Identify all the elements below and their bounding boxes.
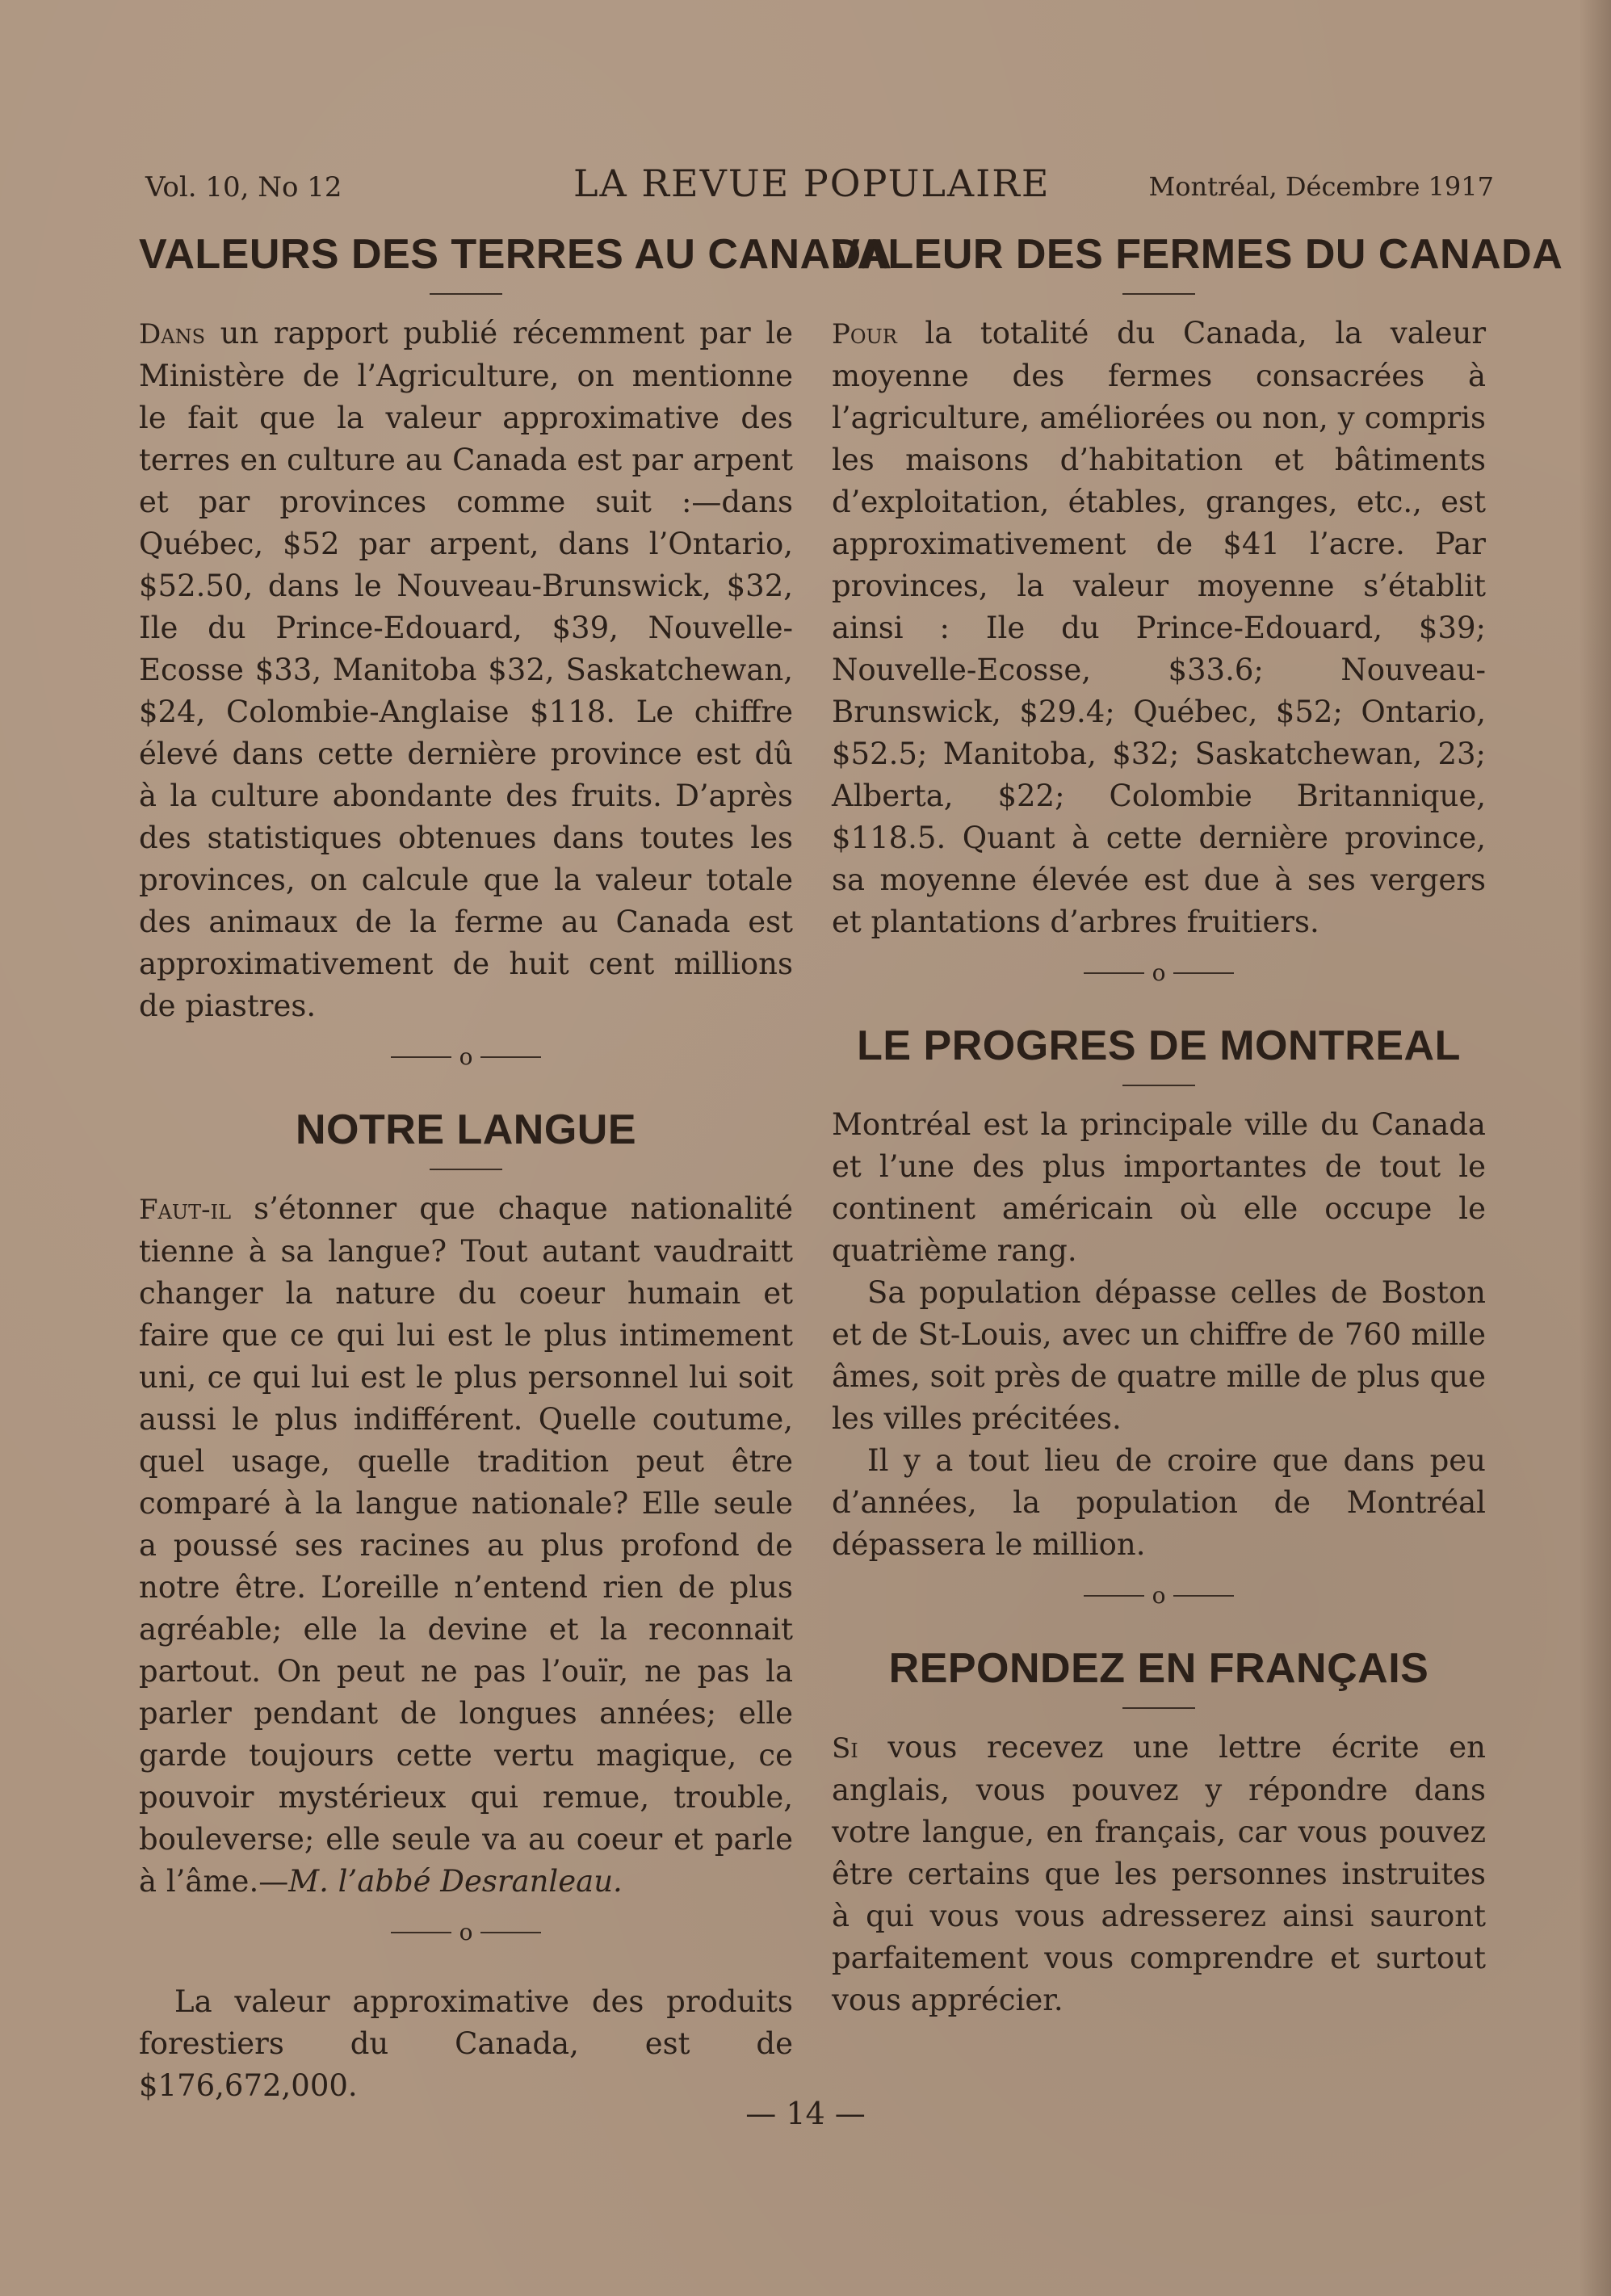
- article-body: [139, 1188, 793, 1903]
- lead-word: Dans: [139, 318, 206, 350]
- title-rule: [1122, 293, 1195, 295]
- separator-line: [1084, 972, 1144, 974]
- separator-line: [391, 1056, 451, 1058]
- article-text: vous recevez une lettre écrite en anglais, vous pouvez y répondre dans votre langue, en français, car vous pouvez être certains que les personnes instruites à qui vous vous adresserez ainsi sauront parfaitement vous comprendre et surtout vous apprécier.: [832, 1730, 1486, 2017]
- separator-line: [391, 1932, 451, 1933]
- article-title: VALEURS DES TERRES AU CANADA: [139, 231, 892, 278]
- page-header: [145, 162, 1494, 218]
- separator-mark: o: [1152, 1582, 1166, 1609]
- title-rule: [430, 1169, 502, 1170]
- lead-word: Si: [832, 1732, 858, 1765]
- title-rule: [1122, 1707, 1195, 1709]
- article-body: [832, 313, 1486, 943]
- right-column: [832, 230, 1563, 2021]
- article-body: [832, 1727, 1486, 2021]
- separator-line: [480, 1056, 541, 1058]
- title-rule: [430, 293, 502, 295]
- author-signature: M. l’abbé Desranleau.: [288, 1864, 623, 1899]
- section-separator: [139, 1919, 793, 1946]
- separator-line: [1173, 1595, 1234, 1597]
- article-paragraph: Il y a tout lieu de croire que dans peu d’années, la population de Montréal dépassera le million.: [832, 1443, 1486, 1562]
- page-number: — 14 —: [745, 2096, 866, 2131]
- article-title: NOTRE LANGUE: [296, 1106, 636, 1153]
- title-rule: [1122, 1085, 1195, 1086]
- article-text: un rapport publié récemment par le Ministère de l’Agriculture, on mentionne le fait que la valeur approximative des terres en culture au Canada est par arpent et par provinces comme suit :—dans Québec, $52 par arpent, dans l’Ontario, $52.50, dans le Nouveau-Brunswick, $32, Ile du Prince-Edouard, $39, Nouvelle-Ecosse $33, Manitoba $32, Saskatchewan, $24, Colombie-Anglaise $118. Le chiffre élevé dans cette dernière province est dû à la culture abondante des fruits. D’après des statistiques obtenues dans toutes les provinces, on calcule que la valeur totale des animaux de la ferme au Canada est approximativement de huit cent millions de piastres.: [139, 316, 793, 1023]
- separator-mark: o: [1152, 959, 1166, 986]
- section-separator: [832, 959, 1486, 986]
- lead-word: Faut-il: [139, 1194, 232, 1226]
- article-body: [139, 313, 793, 1027]
- article-paragraph: Montréal est la principale ville du Canada et l’une des plus importantes de tout le continent américain où elle occupe le quatrième rang.: [832, 1107, 1486, 1268]
- separator-mark: o: [459, 1043, 473, 1070]
- volume-number: Vol. 10, No 12: [145, 171, 342, 204]
- section-separator: [832, 1582, 1486, 1609]
- separator-line: [1173, 972, 1234, 974]
- article-valeur-des-fermes: [832, 230, 1563, 943]
- article-notre-langue: [139, 1106, 793, 1903]
- lead-word: Pour: [832, 318, 897, 350]
- article-paragraph: Sa population dépasse celles de Boston et de St-Louis, avec un chiffre de 760 mille âmes, soit près de quatre mille de plus que les villes précitées.: [832, 1275, 1486, 1436]
- article-title: LE PROGRES DE MONTREAL: [857, 1022, 1461, 1069]
- article-text: s’étonner que chaque nationalité tienne à sa langue? Tout autant vaudraitt changer la nature du coeur humain et faire que ce qui lui est le plus intimement uni, ce qui lui est le plus personnel lui soit aussi le plus indifférent. Quelle coutume, quel usage, quelle tradition peut être comparé à la langue nationale? Elle seule a poussé ses racines au plus profond de notre être. L’oreille n’entend rien de plus agréable; elle la devine et la reconnait partout. On peut ne pas l’ouïr, ne pas la parler pendant de longues années; elle garde toujours cette vertu magique, ce pouvoir mystérieux qui remue, trouble, bouleverse; elle seule va au coeur et parle à l’âme.—: [139, 1191, 793, 1899]
- article-progres-de-montreal: [832, 1022, 1486, 1566]
- separator-mark: o: [459, 1919, 473, 1946]
- article-title: REPONDEZ EN FRANÇAIS: [888, 1645, 1429, 1692]
- separator-line: [1084, 1595, 1144, 1597]
- separator-line: [480, 1932, 541, 1933]
- article-text: la totalité du Canada, la valeur moyenne des fermes consacrées à l’agriculture, améliorées ou non, y compris les maisons d’habitation et bâtiments d’exploitation, étables, granges, etc., est approximativement de $41 l’acre. Par provinces, la valeur moyenne s’établit ainsi : Ile du Prince-Edouard, $39; Nouvelle-Ecosse, $33.6; Nouveau-Brunswick, $29.4; Québec, $52; Ontario, $52.5; Manitoba, $32; Saskatchewan, 23; Alberta, $22; Colombie Britannique, $118.5. Quant à cette dernière province, sa moyenne élevée est due à ses vergers et plantations d’arbres fruitiers.: [832, 316, 1486, 939]
- publication-title: LA REVUE POPULAIRE: [573, 162, 1051, 205]
- article-repondez-en-francais: [832, 1644, 1486, 2021]
- article-title: VALEUR DES FERMES DU CANADA: [832, 231, 1563, 278]
- page-edge: [1579, 0, 1611, 2296]
- issue-date: Montréal, Décembre 1917: [1148, 171, 1494, 202]
- section-separator: [139, 1043, 793, 1070]
- forest-products-note: La valeur approximative des produits forestiers du Canada, est de $176,672,000.: [139, 1984, 793, 2103]
